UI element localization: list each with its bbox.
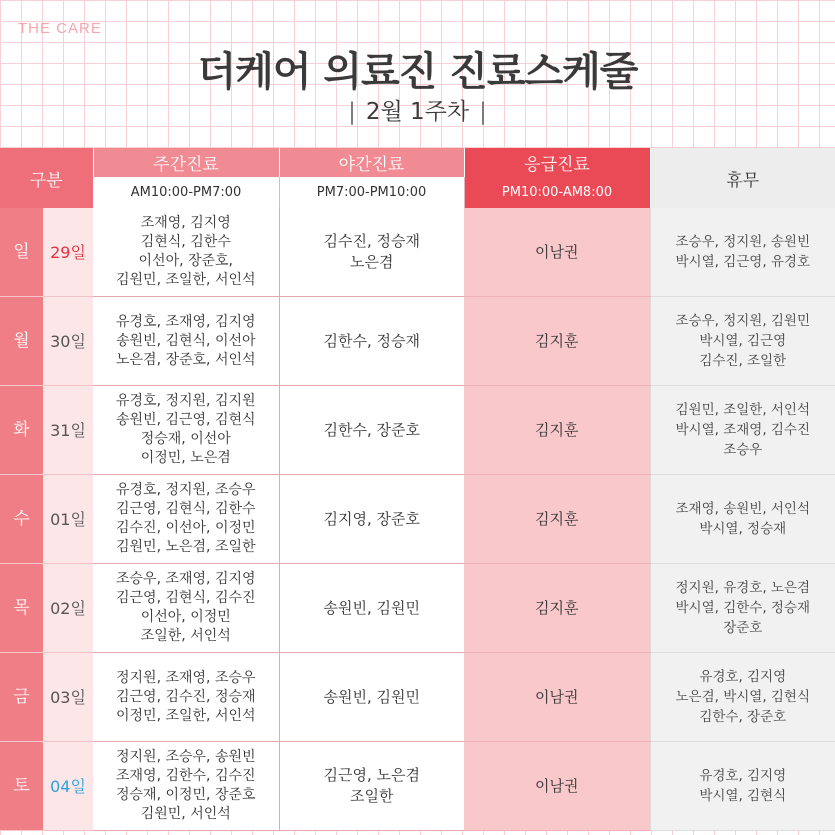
night-shift-cell (279, 653, 464, 742)
off-cell (650, 297, 835, 386)
off-cell (650, 386, 835, 475)
day-name-line: 조재영, 김지영 (140, 215, 231, 231)
brand-logo-text: THE CARE (18, 20, 102, 37)
date-cell: 30일 (43, 297, 93, 386)
day-name-line: 정승재, 이정민, 장준호 (116, 787, 256, 803)
day-shift-cell (93, 475, 279, 564)
date-cell: 31일 (43, 386, 93, 475)
header-gubun: 구분 (0, 148, 93, 208)
off-cell (650, 475, 835, 564)
night-shift-hours: PM7:00-PM10:00 (279, 177, 464, 208)
emergency-shift-hours: PM10:00-AM8:00 (464, 177, 650, 208)
date-cell: 29일 (43, 208, 93, 297)
header-night-shift: 야간진료 (279, 148, 464, 177)
emergency-shift-cell: 이남권 (464, 742, 650, 831)
off-name-line: 장준호 (723, 620, 763, 636)
night-name-line: 김한수, 장준호 (323, 420, 420, 439)
night-name-line: 김수진, 정승재 (323, 232, 420, 250)
table-row (0, 742, 835, 831)
off-name-line: 박시열, 정승재 (699, 521, 787, 537)
weekday-cell: 화 (0, 386, 43, 475)
weekday-cell: 금 (0, 653, 43, 742)
off-cell (650, 742, 835, 831)
day-name-line: 이선아, 이정민 (140, 609, 231, 625)
night-name-line: 김한수, 정승재 (323, 331, 420, 350)
day-name-line: 김근영, 김수진, 정승재 (116, 688, 256, 705)
day-name-line: 유경호, 조재영, 김지영 (116, 313, 256, 330)
day-name-line: 송원빈, 김근영, 김현식 (116, 412, 256, 428)
day-name-line: 유경호, 정지원, 조승우 (116, 482, 256, 498)
night-shift-cell (279, 297, 464, 386)
night-shift-cell (279, 208, 464, 297)
off-name-line: 김원민, 조일한, 서인석 (675, 402, 811, 418)
off-cell (650, 653, 835, 742)
day-name-line: 이선아, 장준호, (138, 253, 234, 269)
off-name-line: 조승우, 정지원, 김원민 (675, 313, 811, 329)
day-name-line: 정지원, 조재영, 조승우 (116, 669, 256, 686)
day-name-line: 김원민, 서인석 (140, 806, 231, 822)
date-cell: 01일 (43, 475, 93, 564)
weekday-cell: 월 (0, 297, 43, 386)
day-name-line: 노은겸, 장준호, 서인석 (116, 351, 256, 368)
off-name-line: 조승우 (723, 442, 763, 458)
night-shift-cell (279, 564, 464, 653)
day-name-line: 김근영, 김현식, 김한수 (116, 501, 256, 517)
emergency-shift-cell: 김지훈 (464, 297, 650, 386)
day-name-line: 조승우, 조재영, 김지영 (116, 571, 256, 587)
off-name-line: 박시열, 조재영, 김수진 (675, 422, 811, 438)
schedule-table (0, 148, 835, 831)
day-name-line: 김현식, 김한수 (140, 234, 231, 250)
night-name-line: 김지영, 장준호 (323, 509, 420, 528)
day-name-line: 김원민, 조일한, 서인석 (116, 272, 256, 288)
night-name-line: 송원빈, 김원민 (323, 598, 420, 617)
day-shift-cell (93, 386, 279, 475)
date-cell: 03일 (43, 653, 93, 742)
off-cell (650, 564, 835, 653)
page-title: 더케어 의료진 진료스케줄 (197, 49, 638, 95)
night-name-line: 조일한 (350, 787, 394, 805)
off-name-line: 김한수, 장준호 (699, 709, 787, 725)
header-off: 휴무 (650, 148, 835, 208)
weekday-cell: 토 (0, 742, 43, 831)
off-name-line: 정지원, 유경호, 노은겸 (675, 580, 811, 596)
day-name-line: 이정민, 조일한, 서인석 (116, 707, 256, 724)
night-shift-cell (279, 475, 464, 564)
off-name-line: 박시열, 김근영 (699, 333, 787, 349)
emergency-shift-cell: 이남권 (464, 208, 650, 297)
table-row (0, 297, 835, 386)
day-shift-cell (93, 653, 279, 742)
weekday-cell: 일 (0, 208, 43, 297)
day-name-line: 조재영, 김한수, 김수진 (116, 768, 256, 784)
off-name-line: 박시열, 김한수, 정승재 (675, 600, 811, 616)
week-label: 2월 1주차 (365, 99, 470, 125)
off-name-line: 유경호, 김지영 (699, 768, 787, 784)
off-name-line: 유경호, 김지영 (699, 669, 787, 685)
subtitle-left-bar: | (348, 99, 356, 125)
emergency-shift-cell: 김지훈 (464, 386, 650, 475)
off-name-line: 노은겸, 박시열, 김현식 (675, 689, 811, 705)
day-shift-cell (93, 297, 279, 386)
day-name-line: 김수진, 이선아, 이정민 (116, 520, 256, 536)
off-cell (650, 208, 835, 297)
day-name-line: 김원민, 노은겸, 조일한 (116, 539, 256, 555)
table-row (0, 475, 835, 564)
off-name-line: 박시열, 김근영, 유경호 (675, 254, 811, 270)
header-day-shift: 주간진료 (93, 148, 279, 177)
off-name-line: 조재영, 송원빈, 서인석 (675, 501, 811, 517)
day-name-line: 정승재, 이선아 (140, 431, 231, 447)
day-shift-hours: AM10:00-PM7:00 (93, 177, 279, 208)
table-row (0, 208, 835, 297)
off-name-line: 김수진, 조일한 (699, 353, 787, 369)
day-name-line: 이정민, 노은겸 (140, 450, 231, 466)
table-row (0, 564, 835, 653)
date-cell: 04일 (43, 742, 93, 831)
night-name-line: 노은겸 (350, 253, 394, 271)
day-name-line: 김근영, 김현식, 김수진 (116, 590, 256, 606)
day-shift-cell (93, 742, 279, 831)
day-name-line: 송원빈, 김현식, 이선아 (116, 332, 256, 349)
off-name-line: 조승우, 정지원, 송원빈 (675, 234, 811, 250)
weekday-cell: 수 (0, 475, 43, 564)
day-shift-cell (93, 208, 279, 297)
emergency-shift-cell: 김지훈 (464, 564, 650, 653)
day-name-line: 조일한, 서인석 (140, 628, 231, 644)
weekday-cell: 목 (0, 564, 43, 653)
off-name-line: 박시열, 김현식 (699, 788, 787, 804)
header-emergency-shift: 응급진료 (464, 148, 650, 177)
day-shift-cell (93, 564, 279, 653)
emergency-shift-cell: 김지훈 (464, 475, 650, 564)
night-name-line: 김근영, 노은겸 (323, 766, 420, 784)
subtitle-right-bar: | (479, 99, 487, 125)
night-shift-cell (279, 742, 464, 831)
night-name-line: 송원빈, 김원민 (323, 687, 420, 706)
table-row (0, 653, 835, 742)
emergency-shift-cell: 이남권 (464, 653, 650, 742)
table-row (0, 386, 835, 475)
date-cell: 02일 (43, 564, 93, 653)
night-shift-cell (279, 386, 464, 475)
day-name-line: 유경호, 정지원, 김지원 (116, 393, 256, 409)
schedule-body (0, 208, 835, 831)
day-name-line: 정지원, 조승우, 송원빈 (116, 749, 256, 765)
page-subtitle (0, 93, 835, 126)
